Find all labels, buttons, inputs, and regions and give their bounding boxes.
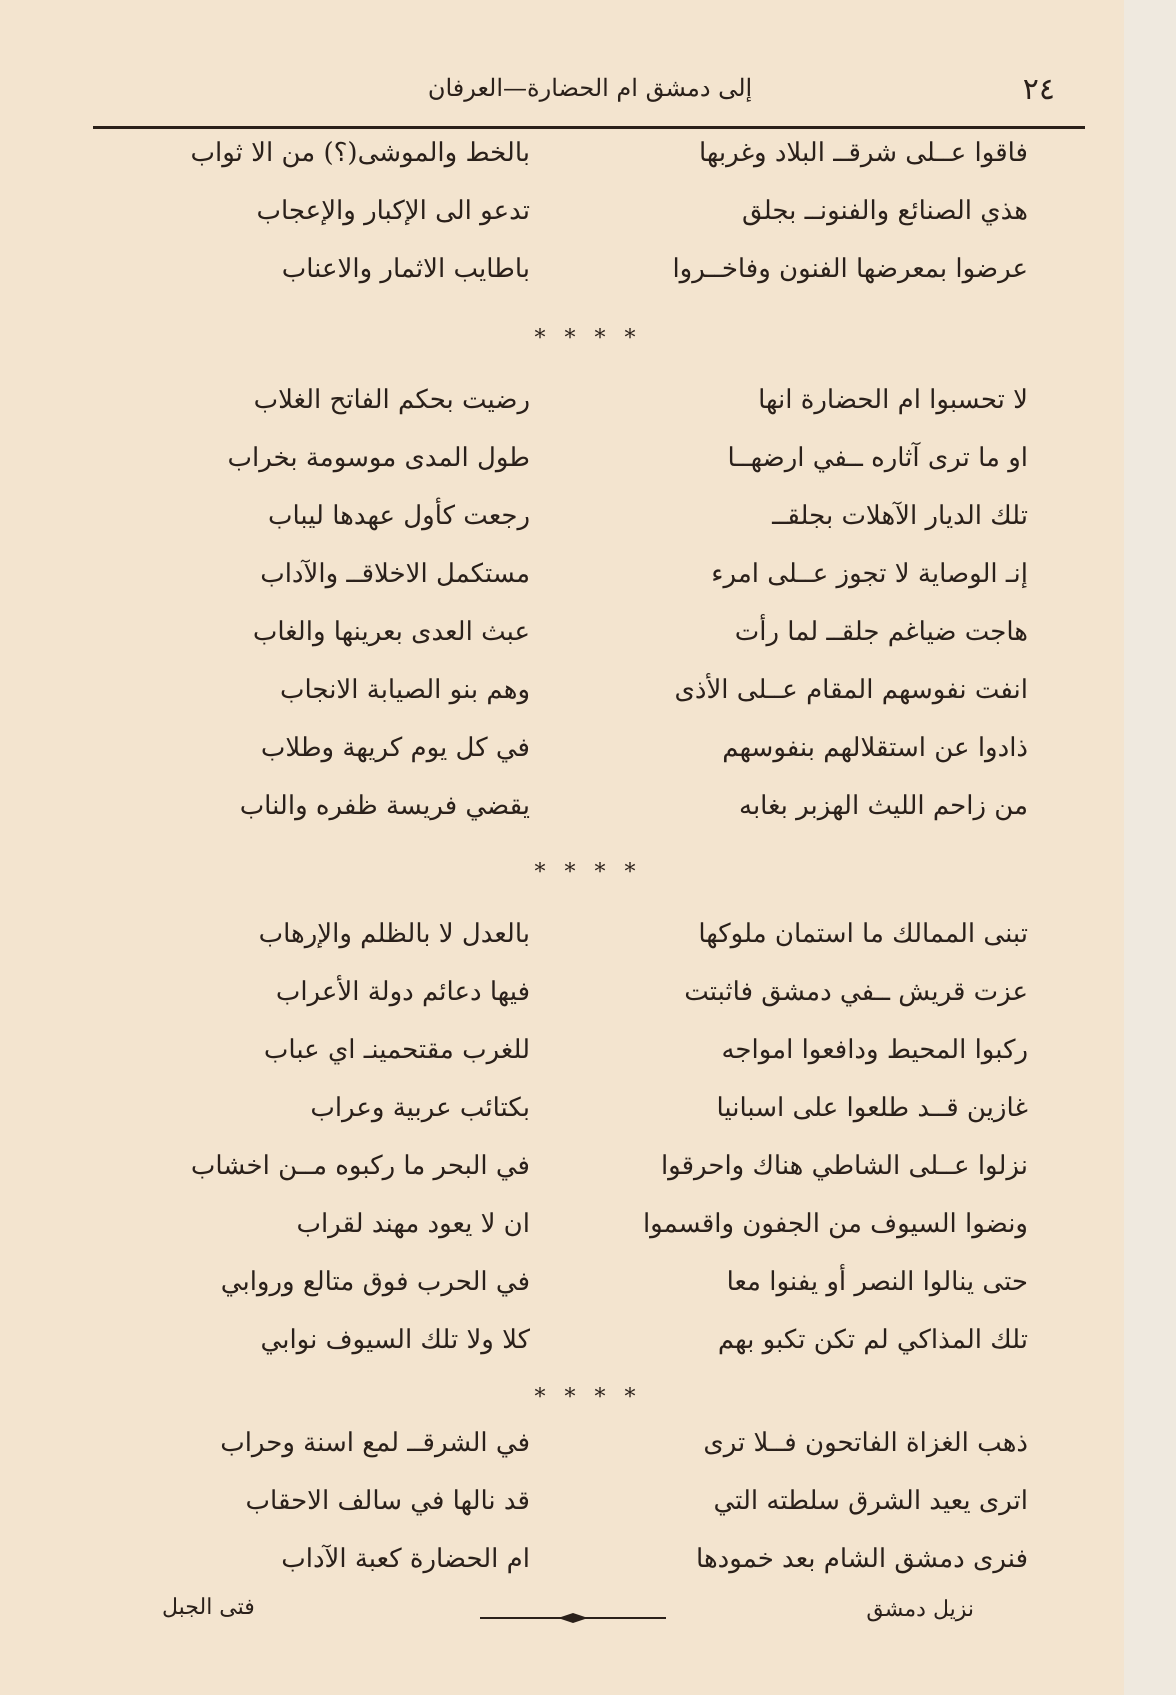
first-hemistich: ذادوا عن استقلالهم بنفوسهم: [722, 733, 1028, 763]
first-hemistich: تلك الديار الآهلات بجلقــ: [772, 501, 1028, 531]
first-hemistich: عرضوا بمعرضها الفنون وفاخــروا: [672, 254, 1028, 284]
verse: [140, 603, 1028, 661]
verse: [140, 240, 1028, 298]
second-hemistich: فيها دعائم دولة الأعراب: [275, 977, 530, 1007]
first-hemistich: لا تحسبوا ام الحضارة انها: [758, 385, 1028, 415]
running-head: إلى دمشق ام الحضارة—العرفان: [427, 74, 753, 102]
first-hemistich: انفت نفوسهم المقام عــلى الأذى: [674, 675, 1028, 705]
verse: [140, 1021, 1028, 1079]
first-hemistich: تلك المذاكي لم تكن تكبو بهم: [717, 1325, 1028, 1355]
stanza-2: [140, 371, 1028, 835]
second-hemistich: ان لا يعود مهند لقراب: [296, 1209, 530, 1239]
end-ornament: [480, 1612, 666, 1624]
first-hemistich: غازين قــد طلعوا على اسبانيا: [716, 1093, 1028, 1123]
second-hemistich: ام الحضارة كعبة الآداب: [281, 1544, 530, 1574]
verse: [140, 1472, 1028, 1530]
first-hemistich: او ما ترى آثاره ــفي ارضهــا: [727, 443, 1028, 473]
verse: [140, 1079, 1028, 1137]
signature-right: نزيل دمشق: [866, 1597, 974, 1622]
second-hemistich: في الحرب فوق متالع وروابي: [220, 1267, 530, 1297]
second-hemistich: وهم بنو الصيابة الانجاب: [280, 675, 530, 705]
stanza-separator: * * * *: [534, 326, 642, 351]
second-hemistich: باطايب الاثمار والاعناب: [281, 254, 530, 284]
second-hemistich: في كل يوم كريهة وطلاب: [260, 733, 530, 763]
first-hemistich: ونضوا السيوف من الجفون واقسموا: [642, 1209, 1028, 1239]
verse: [140, 963, 1028, 1021]
first-hemistich: نزلوا عــلى الشاطي هناك واحرقوا: [660, 1151, 1028, 1181]
verse: [140, 545, 1028, 603]
verse: [140, 661, 1028, 719]
first-hemistich: ركبوا المحيط ودافعوا امواجه: [721, 1035, 1028, 1065]
second-hemistich: في الشرقــ لمع اسنة وحراب: [220, 1428, 530, 1458]
second-hemistich: بالخط والموشى(؟) من الا ثواب: [190, 138, 530, 168]
first-hemistich: هاجت ضياغم جلقــ لما رأت: [734, 617, 1028, 647]
verse: [140, 1530, 1028, 1588]
second-hemistich: بكتائب عربية وعراب: [310, 1093, 530, 1123]
first-hemistich: فنرى دمشق الشام بعد خمودها: [696, 1544, 1028, 1574]
second-hemistich: تدعو الى الإكبار والإعجاب: [256, 196, 530, 226]
second-hemistich: قد نالها في سالف الاحقاب: [245, 1486, 530, 1516]
second-hemistich: يقضي فريسة ظفره والناب: [239, 791, 530, 821]
page-edge: [1124, 0, 1176, 1695]
signature-left: فتى الجبل: [162, 1595, 255, 1620]
first-hemistich: من زاحم الليث الهزبر بغابه: [739, 791, 1028, 821]
verse: [140, 1137, 1028, 1195]
first-hemistich: هذي الصنائع والفنونــ بجلق: [742, 196, 1028, 226]
first-hemistich: ذهب الغزاة الفاتحون فــلا ترى: [703, 1428, 1028, 1458]
first-hemistich: فاقوا عــلى شرقــ البلاد وغربها: [698, 138, 1028, 168]
second-hemistich: في البحر ما ركبوه مــن اخشاب: [190, 1151, 530, 1181]
stanza-separator: * * * *: [534, 860, 642, 885]
first-hemistich: إنـ الوصاية لا تجوز عــلى امرء: [711, 559, 1028, 589]
verse: [140, 371, 1028, 429]
page-number: ٢٤: [1022, 72, 1055, 107]
second-hemistich: كلا ولا تلك السيوف نوابي: [260, 1325, 530, 1355]
verse: [140, 719, 1028, 777]
first-hemistich: عزت قريش ــفي دمشق فاثبتت: [684, 977, 1028, 1007]
verse: [140, 1195, 1028, 1253]
verse: [140, 487, 1028, 545]
verse: [140, 1311, 1028, 1369]
verse: [140, 429, 1028, 487]
second-hemistich: عبث العدى بعرينها والغاب: [252, 617, 530, 647]
stanza-4: [140, 1414, 1028, 1588]
page-header: [95, 68, 1085, 118]
second-hemistich: طول المدى موسومة بخراب: [227, 443, 530, 473]
first-hemistich: تبنى الممالك ما استمان ملوكها: [698, 919, 1028, 949]
first-hemistich: حتى ينالوا النصر أو يفنوا معا: [726, 1267, 1028, 1297]
verse: [140, 182, 1028, 240]
verse: [140, 1414, 1028, 1472]
second-hemistich: للغرب مقتحمينـ اي عباب: [263, 1035, 530, 1065]
second-hemistich: بالعدل لا بالظلم والإرهاب: [258, 919, 530, 949]
stanza-1: [140, 124, 1028, 298]
verse: [140, 905, 1028, 963]
verse: [140, 124, 1028, 182]
verse: [140, 777, 1028, 835]
second-hemistich: مستكمل الاخلاقــ والآداب: [260, 559, 530, 589]
verse: [140, 1253, 1028, 1311]
stanza-separator: * * * *: [534, 1385, 642, 1410]
first-hemistich: اترى يعيد الشرق سلطته التي: [713, 1486, 1028, 1516]
second-hemistich: رجعت كأول عهدها ليباب: [267, 501, 530, 531]
stanza-3: [140, 905, 1028, 1369]
second-hemistich: رضيت بحكم الفاتح الغلاب: [253, 385, 530, 415]
